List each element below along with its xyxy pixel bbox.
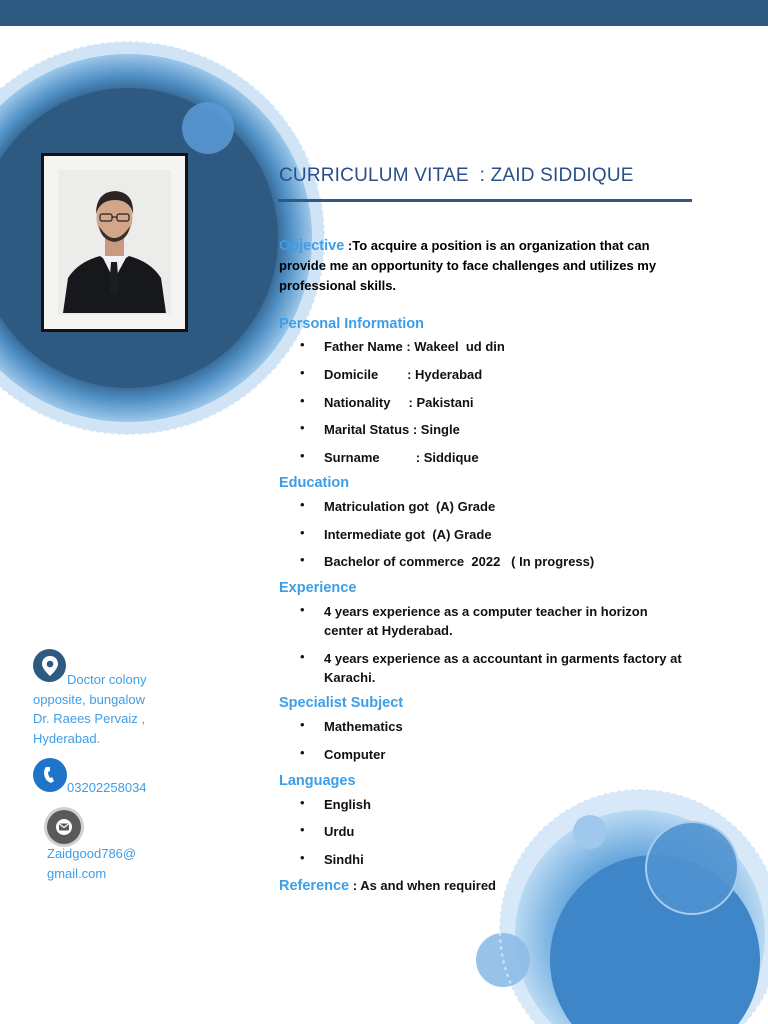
address-block [33,670,146,748]
email-icon [47,810,81,844]
address-line4: Hyderabad. [33,730,101,746]
reference-text: : As and when required [349,878,496,893]
experience-1-line2: center at Hyderabad. [324,623,453,638]
objective-line1: :To acquire a position is an organization that can [344,238,650,253]
bullet: • [300,745,305,760]
objective-line2: provide me an opportunity to face challenges and utilizes my [279,258,657,273]
specialist-item: Computer [324,747,386,762]
personal-item-domicile: Domicile : Hyderabad [324,367,483,382]
title-divider [278,199,692,202]
email-line1: Zaidgood786@ [47,846,137,861]
reference-section [279,878,496,894]
personal-item-nationality: Nationality : Pakistani [324,395,474,410]
cv-title-name: : ZAID SIDDIQUE [468,165,634,186]
language-item: English [324,797,371,812]
bullet: • [300,497,305,512]
objective-heading: Objective [279,238,345,254]
personal-info-heading: Personal Information [279,316,425,332]
phone-icon [33,758,67,792]
email-line2: gmail.com [47,865,107,881]
experience-2-line2: Karachi. [324,670,376,685]
bullet: • [300,602,305,617]
objective-section [279,236,709,296]
experience-heading: Experience [279,580,357,596]
education-item: Intermediate got (A) Grade [324,527,492,542]
bullet: • [300,448,305,463]
personal-item-surname: Surname : Siddique [324,450,479,465]
bullet: • [300,552,305,567]
experience-item-2 [324,649,682,687]
bullet: • [300,649,305,664]
languages-heading: Languages [279,773,356,789]
experience-1-line1: 4 years experience as a computer teacher in horizon [324,604,648,619]
bullet: • [300,525,305,540]
bullet: • [300,850,305,865]
language-item: Urdu [324,824,355,839]
cv-title-label: CURRICULUM VITAE [279,165,469,186]
personal-item-father: Father Name : Wakeel ud din [324,339,505,354]
language-item: Sindhi [324,852,364,867]
personal-item-marital: Marital Status : Single [324,422,460,437]
reference-heading: Reference [279,878,350,894]
specialist-heading: Specialist Subject [279,695,404,711]
phone-number: 03202258034 [67,780,147,795]
bullet: • [300,337,305,352]
bullet: • [300,365,305,380]
address-line2: opposite, bungalow [33,691,146,707]
education-heading: Education [279,475,350,491]
education-item: Bachelor of commerce 2022 ( In progress) [324,554,595,569]
education-item: Matriculation got (A) Grade [324,499,496,514]
experience-2-line1: 4 years experience as a accountant in garments factory at [324,651,682,666]
address-line3: Dr. Raees Pervaiz , [33,711,145,726]
bullet: • [300,393,305,408]
address-line1: Doctor colony [67,672,147,687]
bullet: • [300,420,305,435]
email-address [47,844,136,883]
profile-photo [41,153,188,332]
person-portrait-image [58,170,171,313]
bullet: • [300,795,305,810]
experience-item-1 [324,602,648,640]
specialist-item: Mathematics [324,719,403,734]
bullet: • [300,822,305,837]
cv-title [279,165,634,187]
objective-line3: professional skills. [279,278,397,293]
bullet: • [300,717,305,732]
